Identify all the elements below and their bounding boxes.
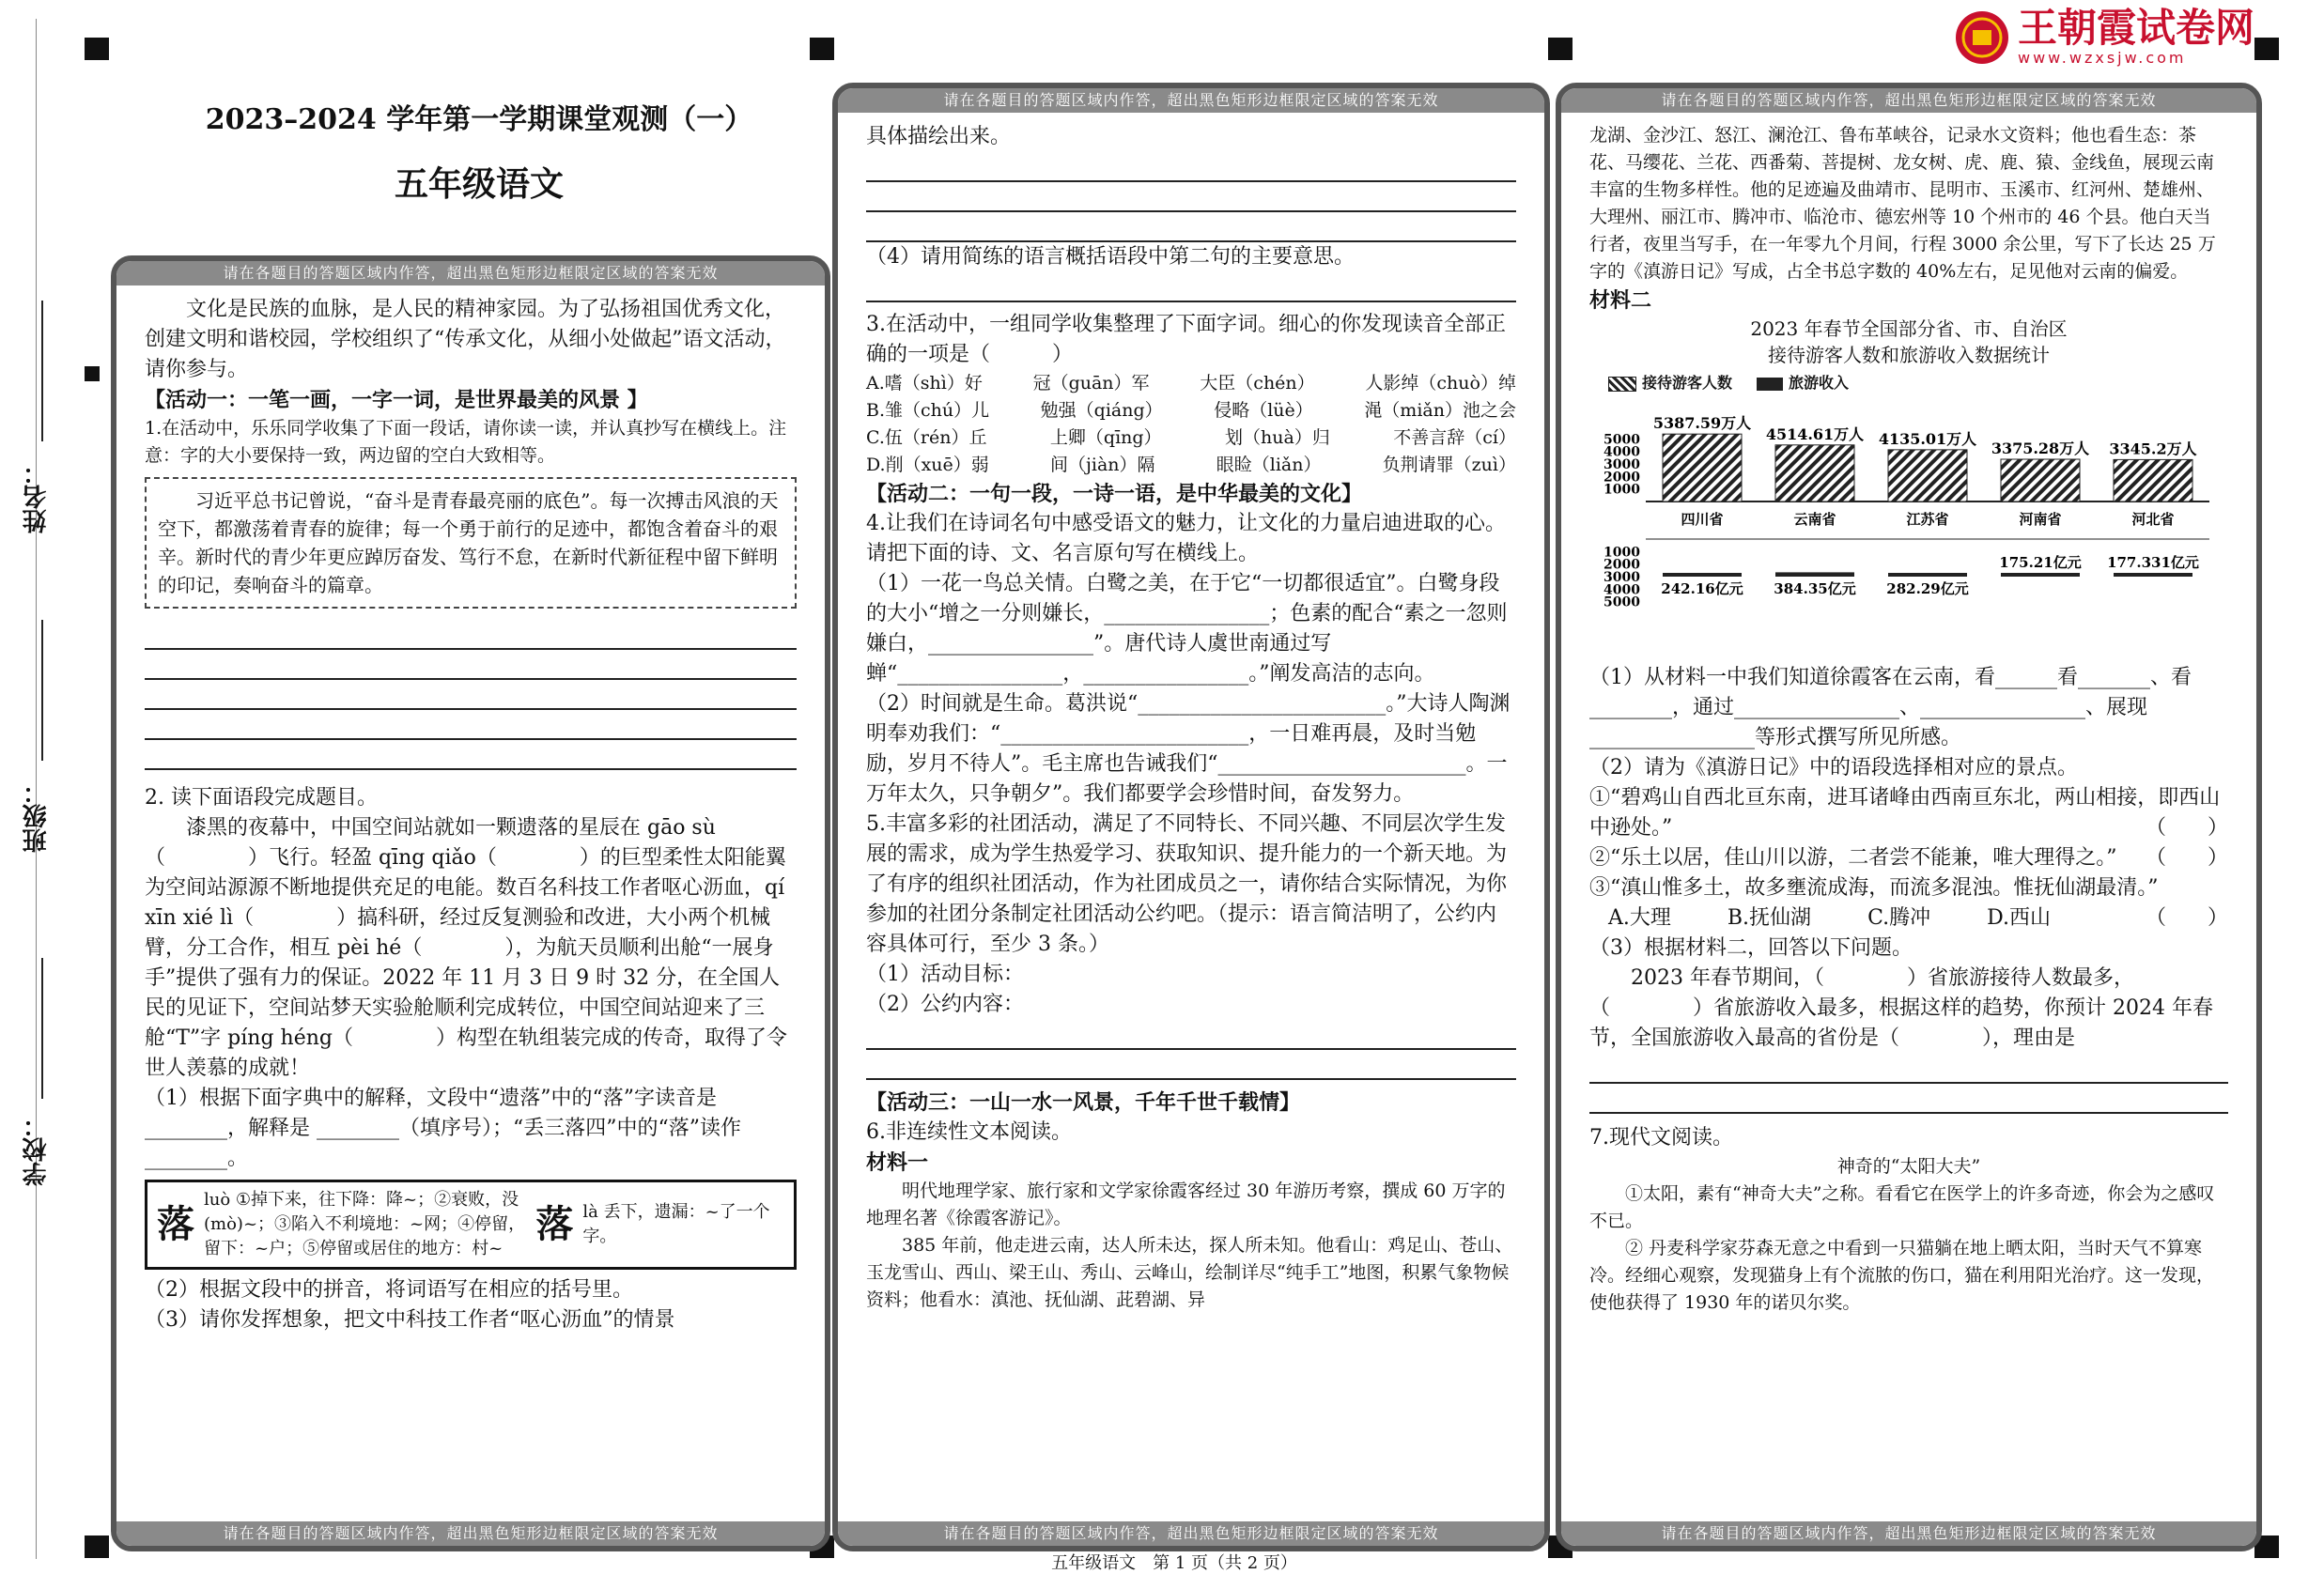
activity-3-heading: 【活动三：一山一水一风景，千年千世千载情】 — [866, 1090, 1301, 1115]
bar-revenue — [1888, 573, 1967, 577]
y-tick-top: 4000 — [1604, 444, 1640, 460]
category-label: 四川省 — [1681, 511, 1724, 528]
bar-visitors — [1775, 445, 1854, 502]
data-label-visitors: 4135.01万人 — [1878, 429, 1977, 448]
question-6-2: （2）请为《滇游日记》中的语段选择相对应的景点。 — [1589, 756, 2078, 779]
name-blank[interactable] — [41, 301, 43, 441]
name-label: 姓名： — [23, 460, 51, 533]
registration-mark — [85, 38, 109, 60]
material-2-title: 材料二 — [1589, 288, 1652, 313]
bar-revenue — [1775, 572, 1854, 577]
panel-notice-top: 请在各题目的答题区域内作答，超出黑色矩形边框限定区域的答案无效 — [116, 261, 825, 285]
data-label-revenue: 384.35亿元 — [1774, 580, 1856, 597]
material-1-text-2: 385 年前，他走进云南，达人所未达，探人所未知。他看山：鸡足山、苍山、玉龙雪山、西山、梁王山、秀山、云峰山，绘制详尽“纯手工”地图，积累气象物候资料；他看水：滇池、抚仙湖、茈碧湖、异 — [866, 1235, 1513, 1310]
panel-notice-top: 请在各题目的答题区域内作答，超出黑色矩形边框限定区域的答案无效 — [838, 88, 1544, 113]
category-label: 河南省 — [2019, 511, 2062, 528]
data-label-visitors: 3345.2万人 — [2109, 440, 2197, 458]
sub-question-4: （4）请用简练的语言概括语段中第二句的主要意思。 — [866, 245, 1355, 269]
scenic-choices — [1589, 903, 2146, 934]
activity-2-heading: 【活动二：一句一段，一诗一语，是中华最美的文化】 — [866, 482, 1363, 506]
answer-panel-1 — [111, 255, 830, 1551]
data-label-revenue: 175.21亿元 — [1999, 554, 2082, 571]
question-1: 1.在活动中，乐乐同学收集了下面一段话，请你读一读，并认真抄写在横线上。注意：字的大小要保持一致，两边留的空白大致相等。 — [145, 418, 787, 466]
option-c[interactable]: C.伍（rén）丘 上卿（qīng） 划（huà）归 不善言辞（cí） — [866, 427, 1516, 448]
bar-revenue — [2114, 573, 2192, 577]
class-label: 班级： — [23, 779, 51, 853]
registration-mark — [85, 1535, 109, 1558]
y-tick-bottom: 1000 — [1604, 545, 1640, 561]
question-6: 6.非连续性文本阅读。 — [866, 1120, 1072, 1144]
option-d[interactable]: D.削（xuē）弱 间（jiàn）隔 眼睑（liǎn） 负荆请罪（zuì） — [866, 455, 1516, 475]
dictionary-box — [145, 1180, 797, 1270]
copy-line[interactable] — [145, 740, 797, 770]
site-logo — [1954, 5, 2255, 67]
bar-revenue — [1663, 573, 1742, 577]
bar-visitors — [2114, 459, 2192, 502]
panel-notice-bottom: 请在各题目的答题区域内作答，超出黑色矩形边框限定区域的答案无效 — [838, 1521, 1544, 1546]
registration-mark — [2254, 38, 2279, 60]
answer-panel-3 — [1556, 83, 2262, 1551]
copy-line[interactable] — [145, 620, 797, 650]
choice-a[interactable]: A.大理 — [1608, 906, 1671, 930]
answer-line[interactable] — [866, 212, 1516, 242]
class-blank[interactable] — [41, 620, 43, 761]
chart-subtitle: 接待游客人数和旅游收入数据统计 — [1768, 344, 2050, 366]
question-6-3-text: 2023 年春节期间，（ ）省旅游接待人数最多，（ ）省旅游收入最多，根据这样的趋势，你预计 2024 年春节，全国旅游收入最高的省份是（ ），理由是 — [1589, 966, 2213, 1050]
registration-mark — [1548, 38, 1573, 60]
reading-title: 神奇的“太阳大夫” — [1836, 1156, 1981, 1177]
answer-line[interactable] — [866, 182, 1516, 212]
question-6-3: （3）根据材料二，回答以下问题。 — [1589, 936, 1913, 960]
question-4-2: （2）时间就是生命。葛洪说“________________________。”大诗人陶渊明奉劝我们：“________________________，一日难再晨，及时当勉励，岁月不待人”。毛主席也告诫我们“________________________。一万年太久，只争朝夕”。我们都要学会珍惜时间，奋发努力。 — [866, 692, 1511, 806]
activity-1-heading: 【活动一：一笔一画，一字一词，是世界最美的风景 】 — [145, 388, 648, 412]
chart-title: 2023 年春节全国部分省、市、自治区 — [1750, 317, 2068, 340]
option-b[interactable]: B.雏（chú）儿 勉强（qiáng） 侵略（lüè） 渑（miǎn）池之会 — [866, 400, 1516, 421]
copy-line[interactable] — [145, 650, 797, 680]
data-label-visitors: 3375.28万人 — [1991, 439, 2090, 457]
category-label: 河北省 — [2131, 511, 2175, 528]
sub-question-3: （3）请你发挥想象，把文中科技工作者“呕心沥血”的情景 — [145, 1308, 675, 1332]
question-3: 3.在活动中，一组同学收集整理了下面字词。细心的你发现读音全部正确的一项是（ ） — [866, 313, 1506, 366]
dict-char-2: 落 — [535, 1202, 574, 1246]
quote-text: 习近平总书记曾说，“奋斗是青春最亮丽的底色”。每一次搏击风浪的天空下，都激荡着青春的旋律；每一个勇于前行的足迹中，都饱含着奋斗的艰辛。新时代的青少年更应踔厉奋发、笃行不怠，在新时代新征程中留下鲜明的印记，奏响奋斗的篇章。 — [158, 489, 779, 596]
logo-text: 王朝霞试卷网 — [2018, 5, 2255, 51]
y-tick-bottom: 3000 — [1604, 570, 1640, 585]
chart-legend — [1608, 368, 2228, 398]
answer-line[interactable] — [866, 1050, 1516, 1080]
question-2: 2. 读下面语段完成题目。 — [145, 786, 378, 810]
logo-url: www.wzxsjw.com — [2018, 49, 2187, 67]
material-1-text: 明代地理学家、旅行家和文学家徐霞客经过 30 年游历考察，撰成 60 万字的地理名著《徐霞客游记》。 — [866, 1180, 1506, 1228]
answer-paren[interactable]: （ ） — [2145, 906, 2228, 930]
y-tick-bottom: 4000 — [1604, 582, 1640, 598]
question-4-1: （1）一花一鸟总关情。白鹭之美，在于它“一切都很适宜”。白鹭身段的大小“增之一分则嫌长，________________；色素的配合“素之一忽则嫌白，________________”。唐代诗人虞世南通过写蝉“________________，________________。”阐发高洁的志向。 — [866, 572, 1508, 686]
category-label: 云南省 — [1793, 511, 1836, 528]
material-1-title: 材料一 — [866, 1150, 929, 1175]
question-4: 4.让我们在诗词名句中感受语文的魅力，让文化的力量启迪进取的心。请把下面的诗、文、名言原句写在横线上。 — [866, 512, 1506, 565]
data-label-visitors: 4514.61万人 — [1765, 424, 1865, 443]
scenic-sentence-2: ②“乐土以居，佳山川以游，二者尝不能兼，唯大理得之。” （ ） — [1589, 843, 2228, 873]
bar-revenue — [2001, 573, 2080, 577]
panel-notice-bottom: 请在各题目的答题区域内作答，超出黑色矩形边框限定区域的答案无效 — [1561, 1521, 2256, 1546]
school-label: 学校： — [23, 1113, 51, 1186]
answer-line[interactable] — [866, 152, 1516, 182]
copy-line[interactable] — [145, 710, 797, 740]
exam-subtitle: 五年级语文 — [394, 165, 564, 204]
dict-luo: luò ①掉下来，往下降：降~；②衰败，没(mò)~；③陷入不利境地：~网；④停留，留下：~户；⑤停留或居住的地方：村~ — [204, 1190, 526, 1258]
bar-visitors — [1888, 450, 1967, 502]
scenic-sentence-3: ③“滇山惟多土，故多壅流成海，而流多混浊。惟抚仙湖最清。” （ ） — [1589, 873, 2228, 903]
registration-mark — [85, 366, 100, 381]
panel-notice-bottom: 请在各题目的答题区域内作答，超出黑色矩形边框限定区域的答案无效 — [116, 1521, 825, 1546]
question-5: 5.丰富多彩的社团活动，满足了不同特长、不同兴趣、不同层次学生发展的需求，成为学生热爱学习、获取知识、提升能力的一个新天地。为了有序的组织社团活动，作为社团成员之一，请你结合实际情况，为你参加的社团分条制定社团活动公约吧。（提示：语言简洁明了，公约内容具体可行，至少 3 条。） — [866, 812, 1508, 956]
answer-panel-2 — [832, 83, 1550, 1551]
panel-notice-top: 请在各题目的答题区域内作答，超出黑色矩形边框限定区域的答案无效 — [1561, 88, 2256, 113]
y-tick-bottom: 2000 — [1604, 557, 1640, 573]
data-label-revenue: 242.16亿元 — [1661, 580, 1743, 597]
school-blank[interactable] — [41, 958, 43, 1099]
data-label-revenue: 177.331亿元 — [2107, 554, 2199, 571]
y-tick-top: 1000 — [1604, 482, 1640, 498]
y-tick-top: 2000 — [1604, 470, 1640, 486]
sub3-continued: 具体描绘出来。 — [866, 125, 1012, 148]
legend-visitors: 接待游客人数 — [1608, 368, 1732, 398]
logo-emblem-icon — [1954, 9, 2010, 66]
scenic-sentence-1: ①“碧鸡山自西北亘东南，进耳诸峰由西南亘东北，两山相接，即西山中逊处。” （ ） — [1589, 783, 2228, 843]
reading-para-1: ①太阳，素有“神奇大夫”之称。看看它在医学上的许多奇迹，你会为之感叹不已。 — [1589, 1183, 2215, 1231]
legend-revenue: 旅游收入 — [1757, 368, 1849, 398]
question-7: 7.现代文阅读。 — [1589, 1126, 1733, 1150]
option-a[interactable]: A.嗜（shì）好 冠（guān）军 大臣（chén） 人影绰（chuò）绰 — [866, 373, 1516, 394]
choice-b[interactable]: B.抚仙湖 — [1727, 906, 1812, 930]
category-label: 江苏省 — [1906, 511, 1949, 528]
exam-title: 2023–2024 学年第一学期课堂观测（一） — [205, 103, 753, 136]
question-5-1: （1）活动目标： — [866, 963, 1024, 986]
material-1-continued: 龙湖、金沙江、怒江、澜沧江、鲁布革峡谷，记录水文资料；他也看生态：茶花、马缨花、兰花、西番菊、菩提树、龙女树、虎、鹿、猿、金线鱼，展现云南丰富的生物多样性。他的足迹遍及曲靖市、昆明市、玉溪市、红河州、楚雄州、大理州、丽江市、腾冲市、临沧市、德宏州等 10 个州市的 46 个县。他白天当行者，夜里当写手，在一年零九个月间，行程 3000 余公里，写下了长达 25 万字的《滇游日记》写成，占全书总字数的 40%左右，足见他对云南的偏爱。 — [1589, 125, 2216, 282]
y-tick-top: 3000 — [1604, 457, 1640, 472]
y-tick-bottom: 5000 — [1604, 594, 1640, 610]
reading-para-2: ② 丹麦科学家芬森无意之中看到一只猫躺在地上晒太阳，当时天气不算寒冷。经细心观察，发现猫身上有个流脓的伤口，猫在利用阳光治疗。这一发现，使他获得了 1930 年的诺贝尔奖。 — [1589, 1238, 2215, 1313]
chart-svg — [1589, 409, 2228, 663]
dict-char: 落 — [157, 1202, 194, 1246]
answer-line[interactable] — [866, 1020, 1516, 1050]
intro-text: 文化是民族的血脉，是人民的精神家园。为了弘扬祖国优秀文化，创建文明和谐校园，学校组织了“传承文化，从细小处做起”语文活动，请你参与。 — [145, 298, 786, 381]
answer-line[interactable] — [866, 272, 1516, 302]
bar-visitors — [1663, 434, 1742, 502]
sub-question-1: （1）根据下面字典中的解释，文段中“遗落”中的“落”字读音是________，解释是 ________（填序号）；“丢三落四”中的“落”读作________。 — [145, 1087, 741, 1170]
answer-paren[interactable]: （ ） — [2145, 846, 2228, 870]
copy-line[interactable] — [145, 680, 797, 710]
question-5-2: （2）公约内容： — [866, 993, 1024, 1016]
sub-question-2: （2）根据文段中的拼音，将词语写在相应的括号里。 — [145, 1278, 633, 1302]
data-label-revenue: 282.29亿元 — [1886, 580, 1969, 597]
quote-box — [145, 477, 797, 609]
answer-paren[interactable]: （ ） — [2145, 816, 2228, 840]
passage-text: 漆黑的夜幕中，中国空间站就如一颗遗落的星辰在 gāo sù（ ）飞行。轻盈 qīng qiǎo（ ）的巨型柔性太阳能翼为空间站源源不断地提供充足的电能。数百名科技工作者呕心沥血，qí xīn xié lì（ ）搞科研，经过反复测验和改进，大小两个机械臂，分工合作，相互 pèi hé（ ），为航天员顺利出舱“一展身手”提供了强有力的保证。2022 年 11 月 3 日 9 时 32 分，在全国人民的见证下，空间站梦天实验舱顺利完成转位，中国空间站迎来了三舱“T”字 píng héng（ ）构型在轨组装完成的传奇，取得了令世人羡慕的成就！ — [145, 816, 787, 1080]
y-tick-top: 5000 — [1604, 432, 1640, 448]
choice-c[interactable]: C.腾冲 — [1867, 906, 1931, 930]
answer-line[interactable] — [1589, 1054, 2228, 1084]
answer-line[interactable] — [1589, 1084, 2228, 1114]
registration-mark — [810, 38, 834, 60]
bar-visitors — [2001, 459, 2080, 502]
question-6-1: （1）从材料一中我们知道徐霞客在云南，看______看_______、看________，通过________________、________________、展现________________等形式撰写所见所感。 — [1589, 666, 2192, 749]
choice-d[interactable]: D.西山 — [1987, 906, 2051, 930]
page-footer: 五年级语文 第 1 页（共 2 页） — [1051, 1553, 1297, 1573]
chart — [1589, 316, 2228, 663]
dict-la: là 丢下，遗漏：~了一个字。 — [582, 1202, 770, 1246]
data-label-visitors: 5387.59万人 — [1652, 414, 1752, 433]
